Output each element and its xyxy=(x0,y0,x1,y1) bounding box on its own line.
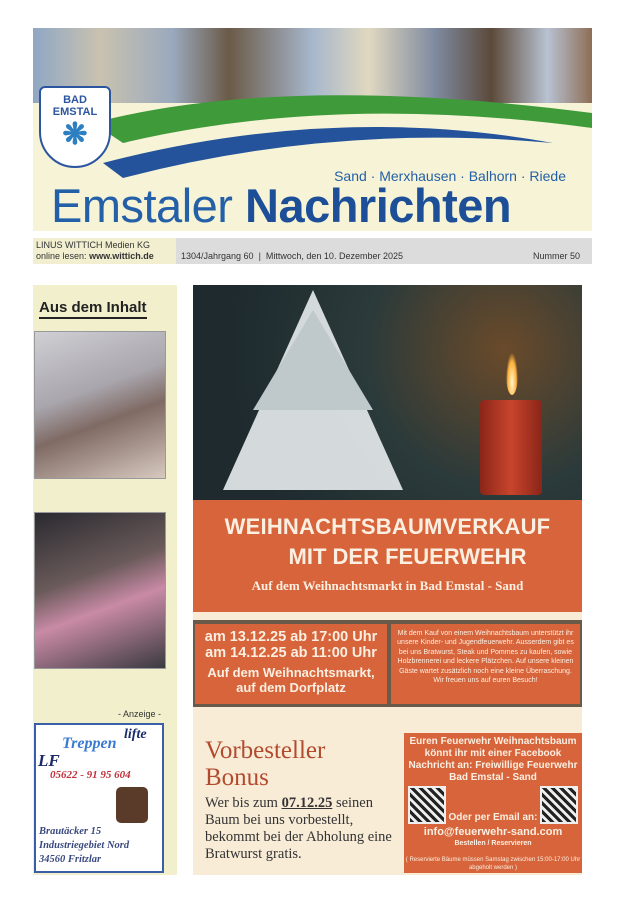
contents-heading: Aus dem Inhalt xyxy=(39,299,147,319)
qr-code-icon[interactable] xyxy=(540,786,578,824)
candle-flame-icon xyxy=(506,353,518,395)
bad-emstal-logo: BAD EMSTAL ❋ xyxy=(39,86,111,168)
issue-number: Nummer 50 xyxy=(532,251,580,261)
info-box: Mit dem Kauf von einem Weihnachtsbaum unterstützt ihr unsere Kinder- und Jugendfeuerwehr. Ausserdem gibt es bei uns Bratwurst, Steak und Pommes zu kaufen, sowie Holzbrennerei und leckere Plätzchen. Auf unsere kleinen Gäste wartet zusätzlich noch eine kleine Überraschung. Wir freuen uns auf euren Besuch! xyxy=(391,624,580,704)
bonus-title: Vorbesteller Bonus xyxy=(205,737,326,791)
team-photo[interactable] xyxy=(34,512,166,669)
christmas-scene-image xyxy=(193,285,582,500)
issue-info: 1304/Jahrgang 60 | Mittwoch, den 10. Dezember 2025 xyxy=(181,251,403,261)
publisher: LINUS WITTICH Medien KG xyxy=(36,240,151,250)
treppenlifte-ad[interactable]: LF Treppen lifte 05622 - 91 95 604 Brautäcker 15 Industriegebiet Nord 34560 Fritzlar xyxy=(34,723,164,873)
stairlift-icon xyxy=(116,787,148,823)
handball-photo[interactable] xyxy=(34,331,166,479)
christmas-tree-sale-ad xyxy=(193,285,582,875)
ad-label: - Anzeige - xyxy=(117,709,161,719)
email-link[interactable]: info@feuerwehr-sand.com xyxy=(423,826,563,838)
issue-bar xyxy=(33,238,592,264)
masthead xyxy=(33,28,592,231)
qr-code-icon[interactable] xyxy=(408,786,446,824)
order-box: Euren Feuerwehr Weihnachtsbaum könnt ihr mit einer Facebook Nachricht an: Freiwillige Feuerwehr Bad Emstal - Sand Oder per Email an: info@feuerwehr-sand.com Bestellen / Reservieren ( Reservierte Bäume müssen Samstag zwischen 15:00-17:00 Uhr abgeholt werden ) xyxy=(404,733,582,873)
sidebar xyxy=(33,285,177,875)
online-label: online lesen: xyxy=(36,251,87,261)
newspaper-title: Emstaler Nachrichten xyxy=(51,179,512,231)
town-list: Sand · Merxhausen · Balhorn · Riede xyxy=(334,168,566,184)
dates-box: am 13.12.25 ab 17:00 Uhr am 14.12.25 ab 11:00 Uhr Auf dem Weihnachtsmarkt, auf dem Dorfplatz xyxy=(195,624,387,704)
headline-band: WEIHNACHTSBAUMVERKAUF MIT DER FEUERWEHR Auf dem Weihnachtsmarkt in Bad Emstal - Sand xyxy=(193,500,582,612)
website-link[interactable]: www.wittich.de xyxy=(89,251,154,261)
candle-icon xyxy=(480,400,542,495)
bonus-text: Wer bis zum 07.12.25 seinen Baum bei uns vorbestellt, bekommt bei der Abholung eine Bratwurst gratis. xyxy=(205,795,392,862)
snowy-tree-icon xyxy=(213,290,413,500)
